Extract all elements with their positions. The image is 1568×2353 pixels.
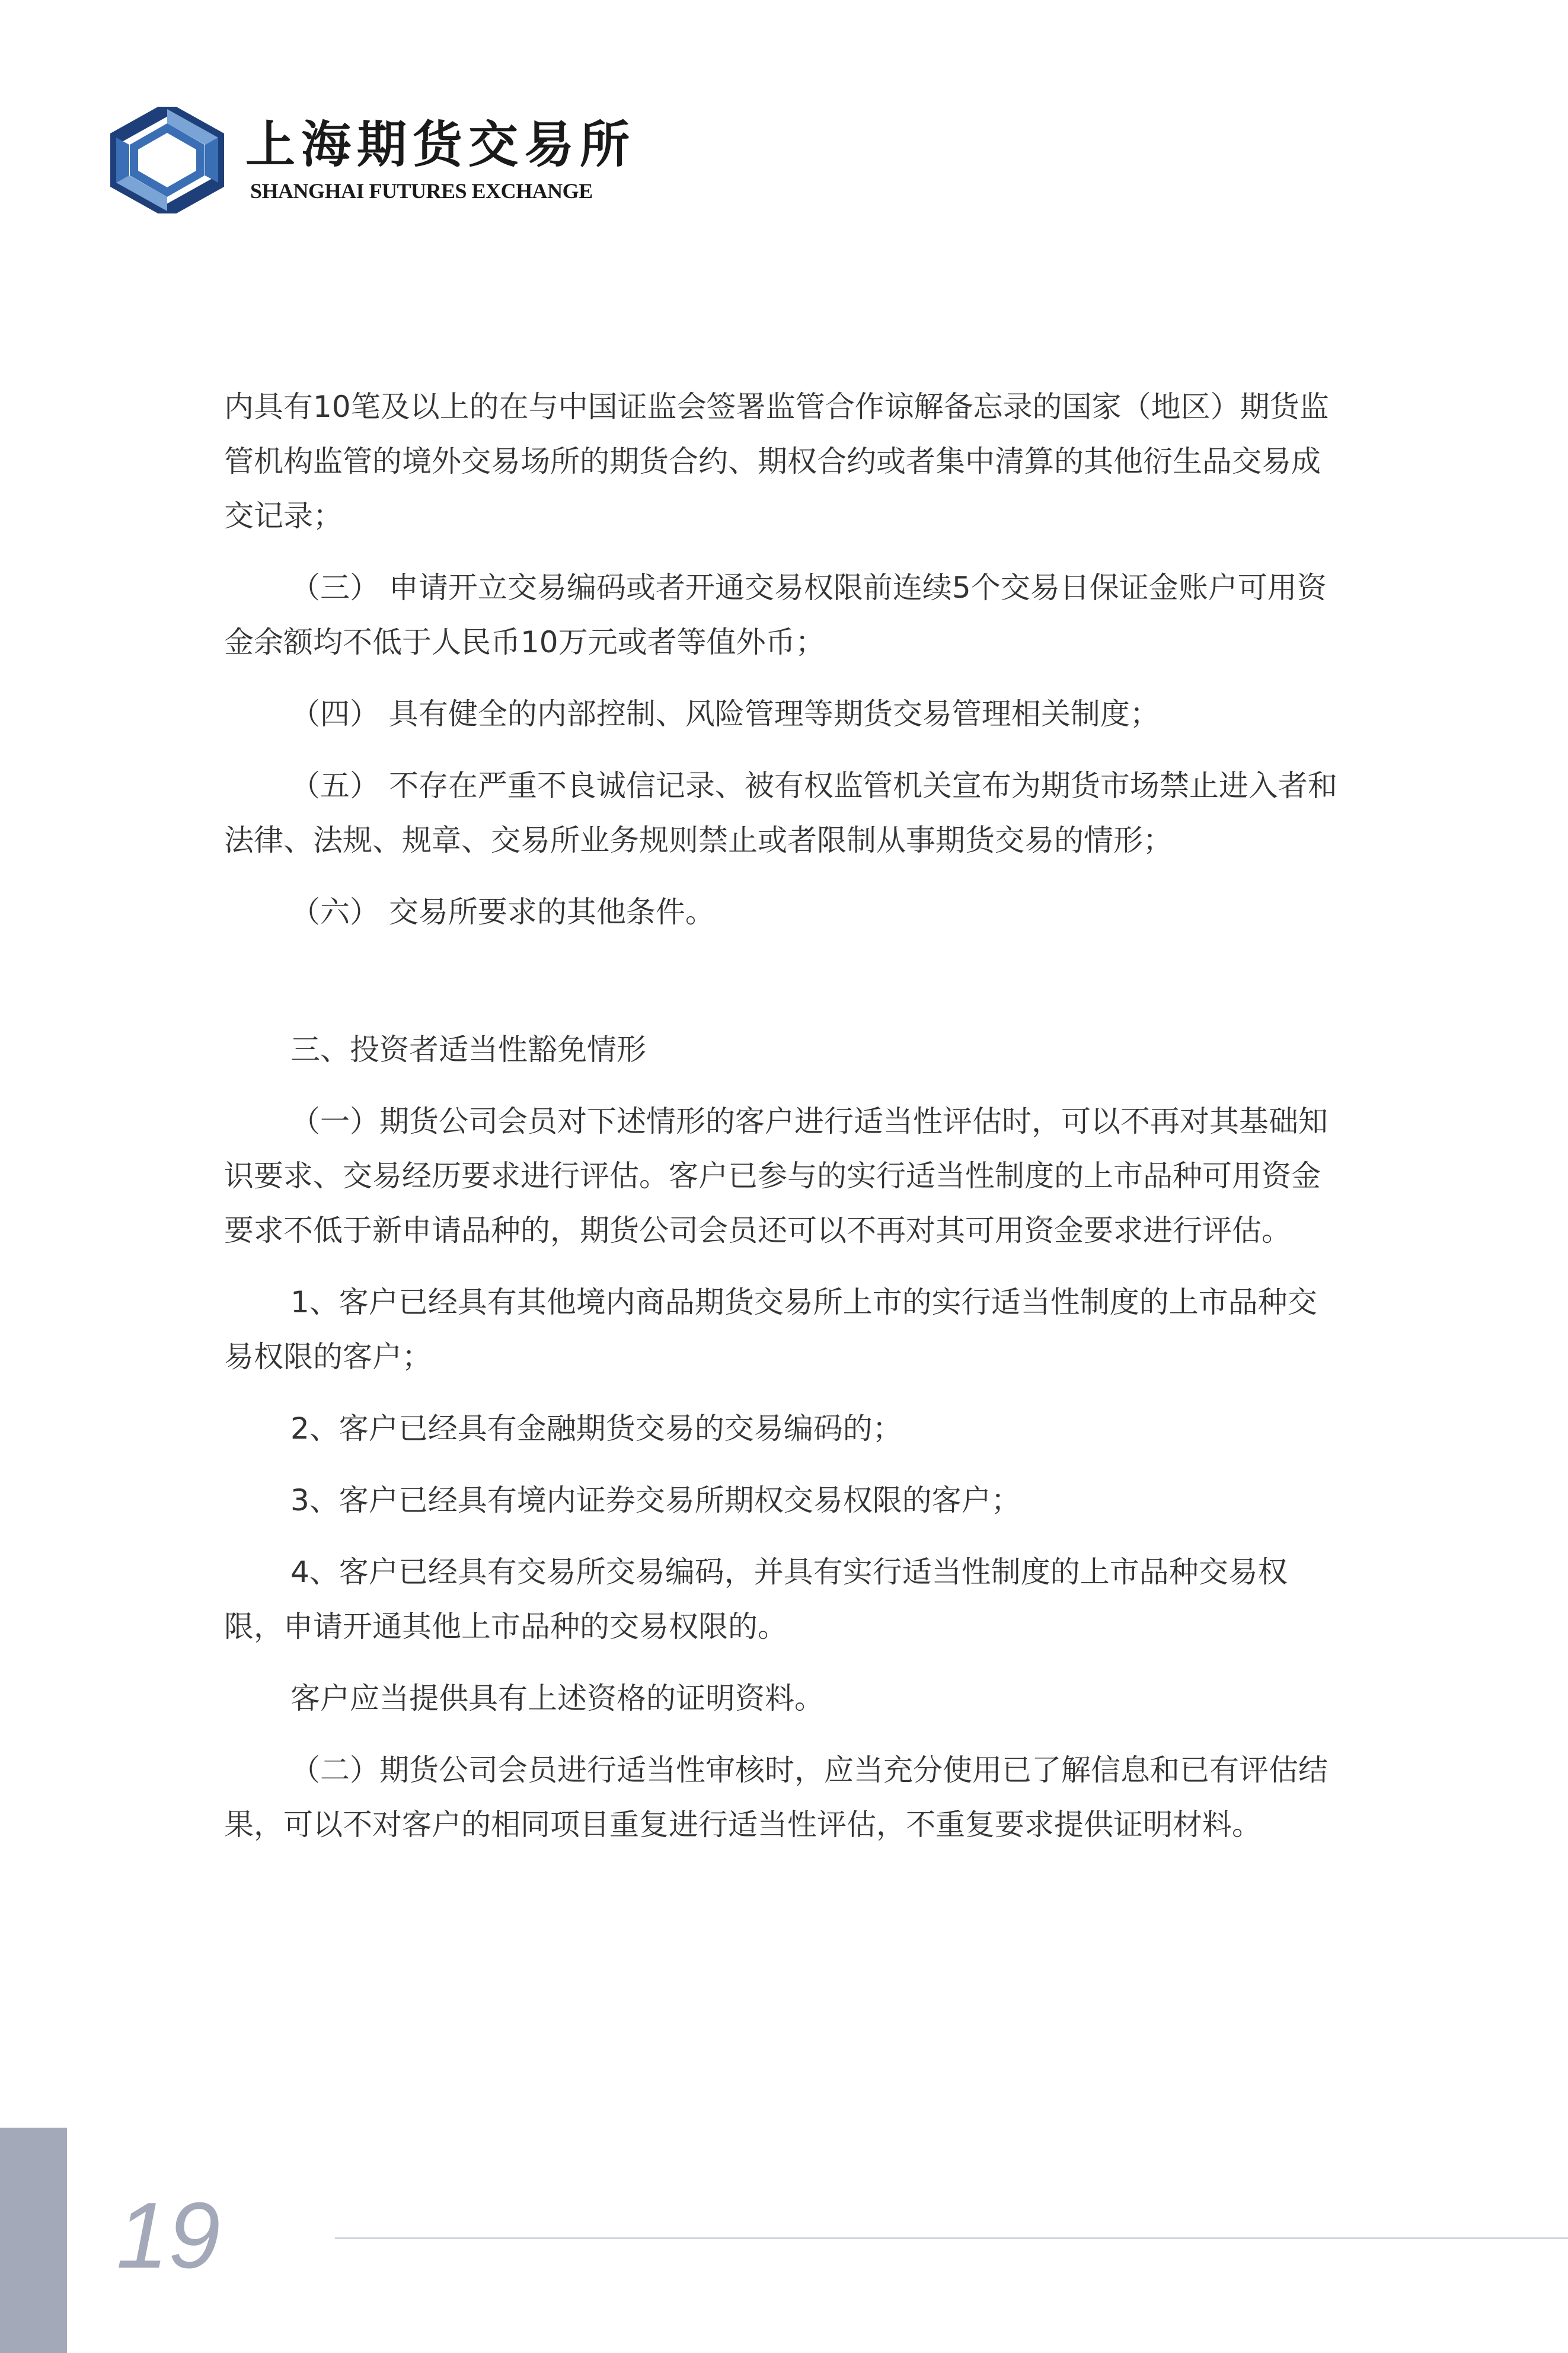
paragraph-item-5: （五） 不存在严重不良诚信记录、被有权监管机关宣布为期货市场禁止进入者和法律、法规、规章、交易所业务规则禁止或者限制从事期货交易的情形； xyxy=(224,769,1337,857)
paragraph-exemption-2: （二）期货公司会员进行适当性审核时，应当充分使用已了解信息和已有评估结果，可以不对客户的相同项目重复进行适当性评估，不重复要求提供证明材料。 xyxy=(224,1753,1328,1842)
page-number: 19 xyxy=(116,2183,221,2288)
paragraph-exemption-1: （一）期货公司会员对下述情形的客户进行适当性评估时，可以不再对其基础知识要求、交易经历要求进行评估。客户已参与的实行适当性制度的上市品种可用资金要求不低于新申请品种的，期货公司会员还可以不再对其可用资金要求进行评估。 xyxy=(224,1104,1328,1248)
logo-chinese-name: 上海期货交易所 xyxy=(245,115,636,174)
paragraph-item-6: （六） 交易所要求的其他条件。 xyxy=(290,895,715,929)
logo-english-name: SHANGHAI FUTURES EXCHANGE xyxy=(250,179,593,203)
list-item-4: 4、客户已经具有交易所交易编码，并具有实行适当性制度的上市品种交易权限，申请开通其他上市品种的交易权限的。 xyxy=(224,1555,1288,1644)
footer-divider xyxy=(335,2237,1568,2239)
section-heading: 三、投资者适当性豁免情形 xyxy=(290,1032,646,1067)
document-body xyxy=(224,380,1345,1869)
paragraph-proof-note: 客户应当提供具有上述资格的证明资料。 xyxy=(290,1681,824,1716)
list-item-2: 2、客户已经具有金融期货交易的交易编码的； xyxy=(290,1411,902,1446)
paragraph-item-4: （四） 具有健全的内部控制、风险管理等期货交易管理相关制度； xyxy=(290,697,1160,731)
list-item-3: 3、客户已经具有境内证券交易所期权交易权限的客户； xyxy=(290,1483,1021,1517)
shfe-logo-icon xyxy=(110,107,224,213)
paragraph-continuation: 内具有10笔及以上的在与中国证监会签署监管合作谅解备忘录的国家（地区）期货监管机构监管的境外交易场所的期货合约、期权合约或者集中清算的其他衍生品交易成交记录； xyxy=(224,390,1329,533)
list-item-1: 1、客户已经具有其他境内商品期货交易所上市的实行适当性制度的上市品种交易权限的客户； xyxy=(224,1285,1317,1374)
page-side-band xyxy=(0,2128,67,2353)
header-logo xyxy=(110,107,636,213)
paragraph-item-3: （三） 申请开立交易编码或者开通交易权限前连续5个交易日保证金账户可用资金余额均不低于人民币10万元或者等值外币； xyxy=(224,570,1327,659)
